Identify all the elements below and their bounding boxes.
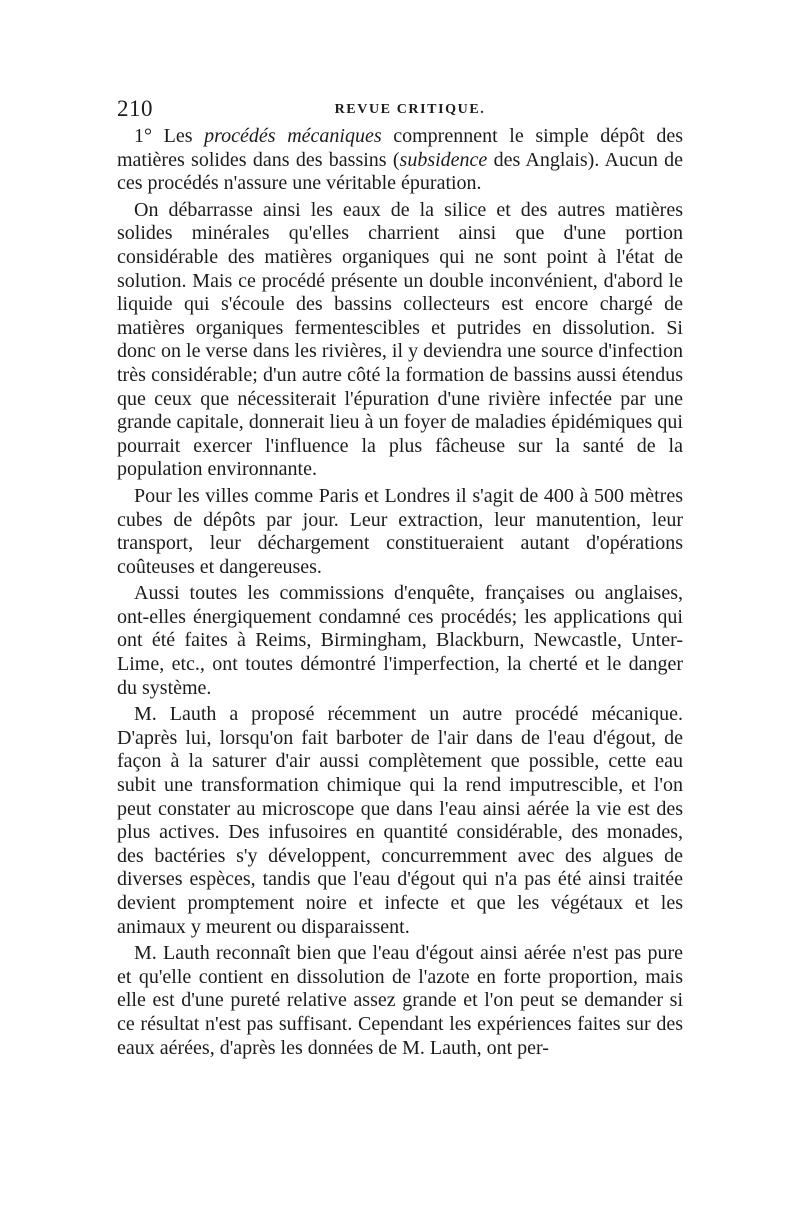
paragraph-1-text-middle: comprennent le simple dépôt des matières solides dans des bassins ( [117, 125, 684, 171]
paragraph-4: Aussi toutes les commissions d'enquête, françaises ou anglaises, ont-elles énergiquement condamné ces procédés; les applications qui ont été faites à Reims, Birmingham, Blackburn, Newcastle, Unter-Lime, etc., ont toutes démontré l'imperfection, la cherté et le danger du système. [117, 582, 683, 699]
paragraph-1-text-end: des Anglais). Aucun de ces procédés n'assure une véritable épuration. [117, 148, 683, 195]
running-head: REVUE CRITIQUE. [334, 102, 486, 117]
paragraph-1-text: 1° Les [134, 125, 205, 147]
paragraph-1 [117, 125, 683, 196]
paragraph-6: M. Lauth reconnaît bien que l'eau d'égout ainsi aérée n'est pas pure et qu'elle contient en dissolution de l'azote en forte proportion, mais elle est d'une pureté relative assez grande et l'on peut se demander si ce résultat n'est pas suffisant. Cependant les expériences faites sur des eaux aérées, d'après les données de M. Lauth, ont per- [117, 942, 683, 1059]
italic-term-subsidence: subsidence [399, 148, 488, 171]
italic-term-procedes-mecaniques: procédés mécaniques [204, 125, 382, 147]
page-number: 210 [117, 96, 153, 121]
paragraph-5: M. Lauth a proposé récemment un autre procédé mécanique. D'après lui, lorsqu'on fait barboter de l'air dans de l'eau d'égout, de façon à la saturer d'air aussi complètement que possible, cette eau subit une transformation chimique qui la rend imputrescible, et l'on peut constater au microscope que dans l'eau ainsi aérée la vie est des plus actives. Des infusoires en quantité considérable, des monades, des bactéries s'y développent, concurremment avec des algues de diverses espèces, tandis que l'eau d'égout qui n'a pas été ainsi traitée devient promptement noire et infecte et que les végétaux et les animaux y meurent ou disparaissent. [117, 703, 683, 938]
paragraph-3: Pour les villes comme Paris et Londres il s'agit de 400 à 500 mètres cubes de dépôts par jour. Leur extraction, leur manutention, leur transport, leur déchargement constitueraient autant d'opérations coûteuses et dangereuses. [117, 484, 683, 578]
body-text [117, 125, 683, 1063]
paragraph-2: On débarrasse ainsi les eaux de la silice et des autres matières solides minérales qu'elles charrient ainsi que d'une portion considérable des matières organiques qui ne sont point à l'état de solution. Mais ce procédé présente un double inconvénient, d'abord le liquide qui s'écoule des bassins collecteurs est encore chargé de matières organiques fermentescibles et putrides en dissolution. Si donc on le verse dans les rivières, il y deviendra une source d'infection très considérable; d'un autre côté la formation de bassins aussi étendus que ceux que nécessiterait l'épuration d'une rivière infectée par une grande capitale, donnerait lieu à un foyer de maladies épidémiques qui pourrait exercer l'influence la plus fâcheuse sur la santé de la population environnante. [117, 198, 683, 481]
page-header [117, 96, 683, 126]
